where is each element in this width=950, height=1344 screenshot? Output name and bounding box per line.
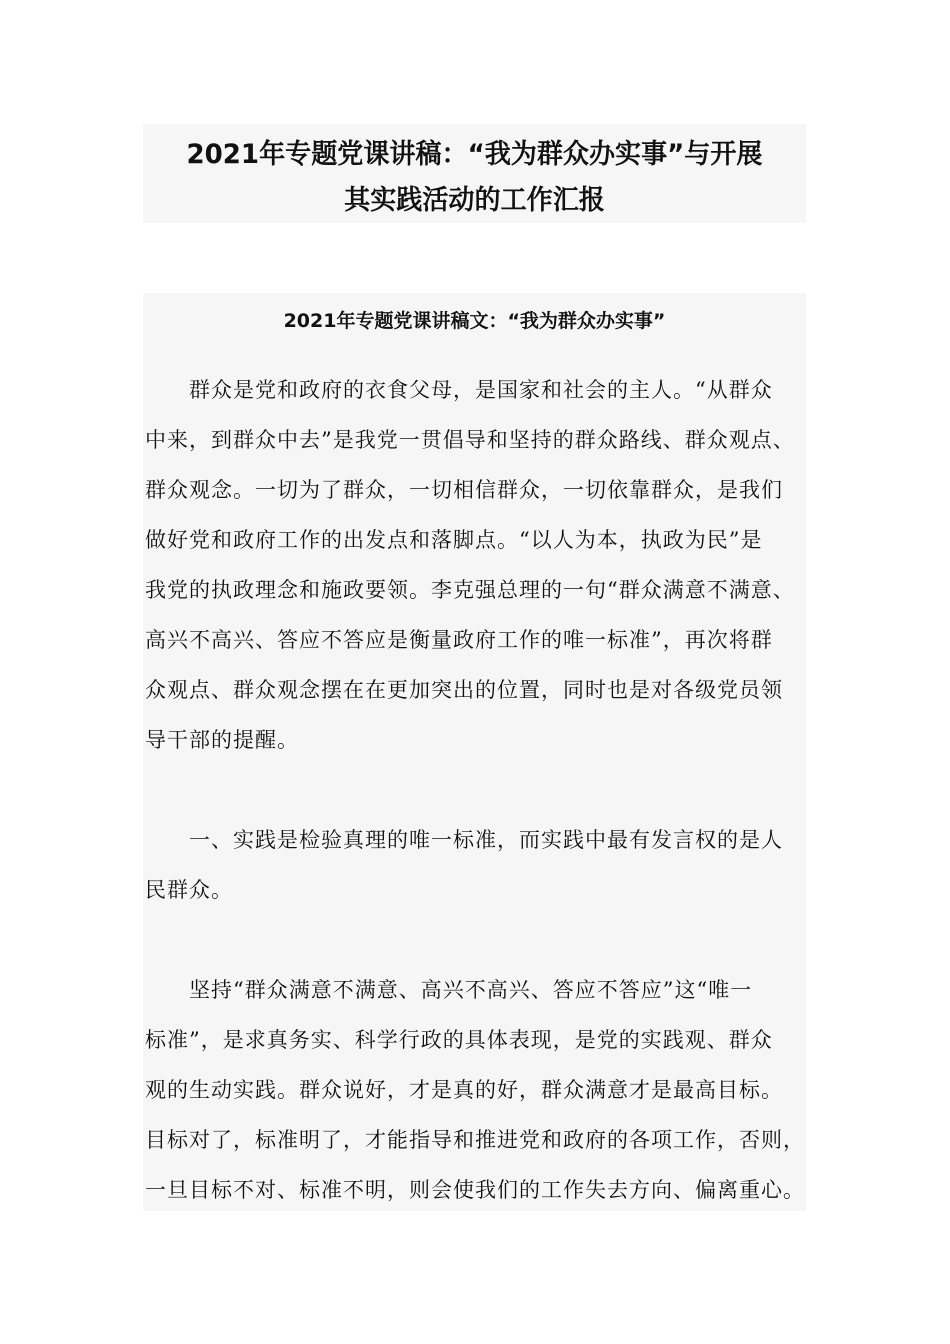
document-body [143,293,806,1211]
text-line: 我党的执政理念和施政要领。李克强总理的一句“群众满意不满意、 [145,578,795,602]
text-line: 目标对了，标准明了，才能指导和推进党和政府的各项工作，否则， [145,1128,805,1152]
section-heading-line: 一、实践是检验真理的唯一标准，而实践中最有发言权的是人 [145,828,783,852]
title-line-1: 2021年专题党课讲稿：“我为群众办实事”与开展 [186,139,763,170]
text-line: 众观点、群众观念摆在在更加突出的位置，同时也是对各级党员领 [145,678,783,702]
text-line: 高兴不高兴、答应不答应是衡量政府工作的唯一标准”，再次将群 [145,628,773,652]
text-line: 一旦目标不对、标准不明，则会使我们的工作失去方向、偏离重心。 [145,1178,805,1202]
text-line: 做好党和政府工作的出发点和落脚点。“以人为本，执政为民”是 [145,528,763,552]
text-line: 导干部的提醒。 [145,728,299,752]
document-title [143,124,806,223]
section-heading-line: 民群众。 [145,878,233,902]
text-line: 群众观念。一切为了群众，一切相信群众，一切依靠群众，是我们 [145,478,783,502]
section-subtitle: 2021年专题党课讲稿文：“我为群众办实事” [283,310,666,332]
text-line: 标准”，是求真务实、科学行政的具体表现，是党的实践观、群众 [145,1028,773,1052]
text-line: 中来，到群众中去”是我党一贯倡导和坚持的群众路线、群众观点、 [145,428,795,452]
text-line: 坚持“群众满意不满意、高兴不高兴、答应不答应”这“唯一 [145,978,753,1002]
title-line-2: 其实践活动的工作汇报 [344,185,605,216]
text-line: 观的生动实践。群众说好，才是真的好，群众满意才是最高目标。 [145,1078,783,1102]
text-line: 群众是党和政府的衣食父母，是国家和社会的主人。“从群众 [145,378,773,402]
